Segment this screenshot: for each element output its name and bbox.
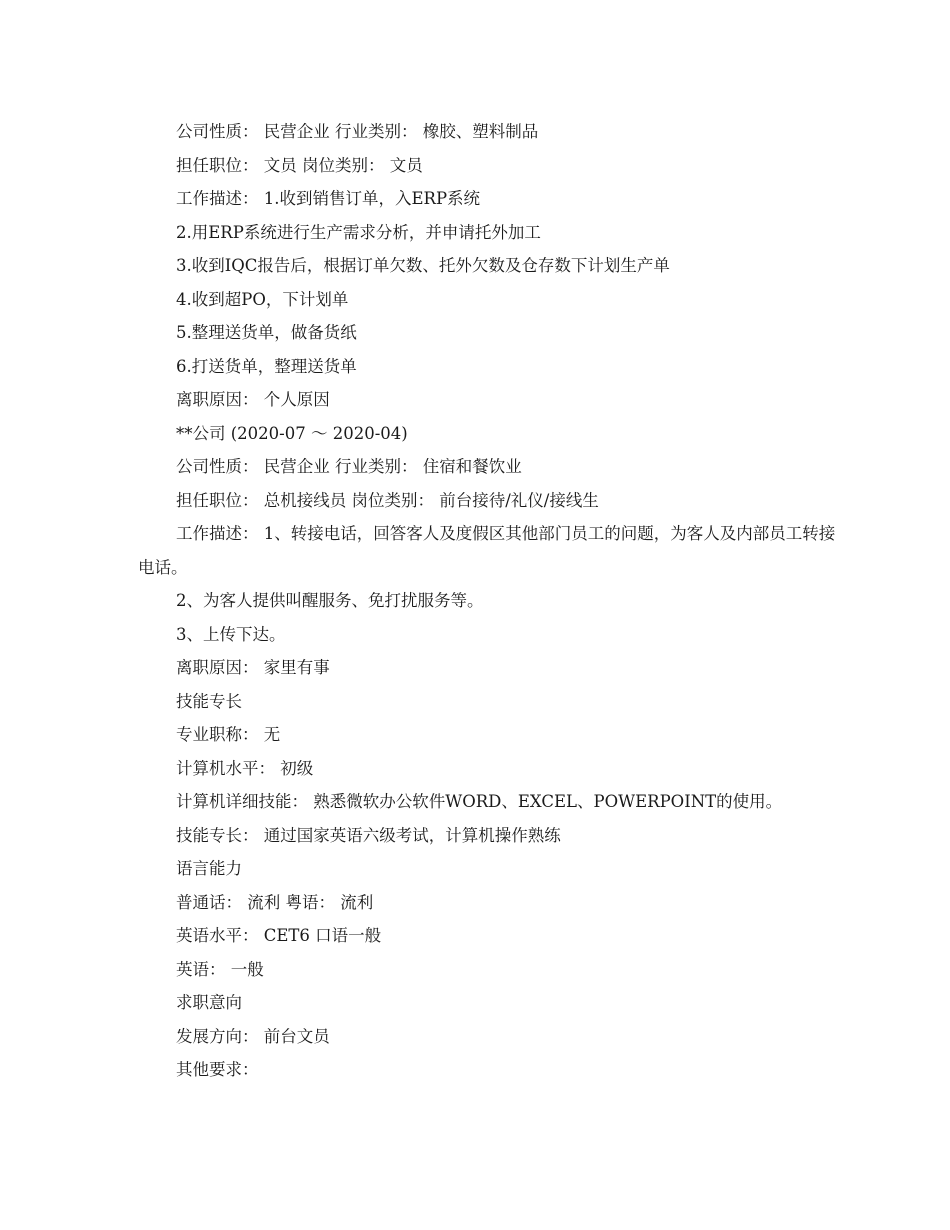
job-description-line: 工作描述： 1.收到销售订单，入ERP系统 — [176, 189, 481, 208]
computer-level-line: 计算机水平： 初级 — [176, 758, 314, 778]
company-heading: **公司 (2020-07 ～ 2020-04) — [176, 423, 408, 443]
job-duty-item: 2.用ERP系统进行生产需求分析，并申请托外加工 — [176, 222, 541, 242]
company-nature-line: 公司性质： 民营企业 行业类别： 橡胶、塑料制品 — [176, 122, 539, 141]
other-requirements-line: 其他要求： — [176, 1060, 259, 1079]
company-nature-line: 公司性质： 民营企业 行业类别： 住宿和餐饮业 — [176, 457, 522, 476]
english-line: 英语： 一般 — [176, 959, 264, 979]
professional-title-line: 专业职称： 无 — [176, 725, 281, 744]
section-heading-job-intention: 求职意向 — [176, 993, 242, 1012]
section-heading-language: 语言能力 — [176, 859, 242, 878]
computer-skills-line: 计算机详细技能： 熟悉微软办公软件WORD、EXCEL、POWERPOINT的使用。 — [176, 792, 783, 811]
leave-reason-line: 离职原因： 个人原因 — [176, 390, 330, 409]
job-duty-item: 3、上传下达。 — [176, 624, 286, 644]
english-level-line: 英语水平： CET6 口语一般 — [176, 926, 382, 945]
resume-body — [138, 115, 838, 1087]
job-duty-item: 2、为客人提供叫醒服务、免打扰服务等。 — [176, 591, 484, 610]
leave-reason-line: 离职原因： 家里有事 — [176, 658, 330, 677]
position-line: 担任职位： 文员 岗位类别： 文员 — [176, 155, 423, 175]
position-line: 担任职位： 总机接线员 岗位类别： 前台接待/礼仪/接线生 — [176, 490, 599, 510]
career-direction-line: 发展方向： 前台文员 — [176, 1026, 330, 1046]
job-duty-item: 6.打送货单，整理送货单 — [176, 356, 357, 376]
job-duty-item: 5.整理送货单，做备货纸 — [176, 323, 357, 342]
skill-specialty-line: 技能专长： 通过国家英语六级考试，计算机操作熟练 — [176, 825, 561, 845]
section-heading-skills: 技能专长 — [176, 691, 242, 711]
mandarin-cantonese-line: 普通话： 流利 粤语： 流利 — [176, 892, 374, 912]
job-description-line: 工作描述： 1、转接电话，回答客人及度假区其他部门员工的问题，为客人及内部员工转接电话。 — [138, 524, 836, 577]
job-duty-item: 3.收到IQC报告后，根据订单欠数、托外欠数及仓存数下计划生产单 — [176, 256, 670, 275]
job-duty-item: 4.收到超PO，下计划单 — [176, 289, 349, 309]
